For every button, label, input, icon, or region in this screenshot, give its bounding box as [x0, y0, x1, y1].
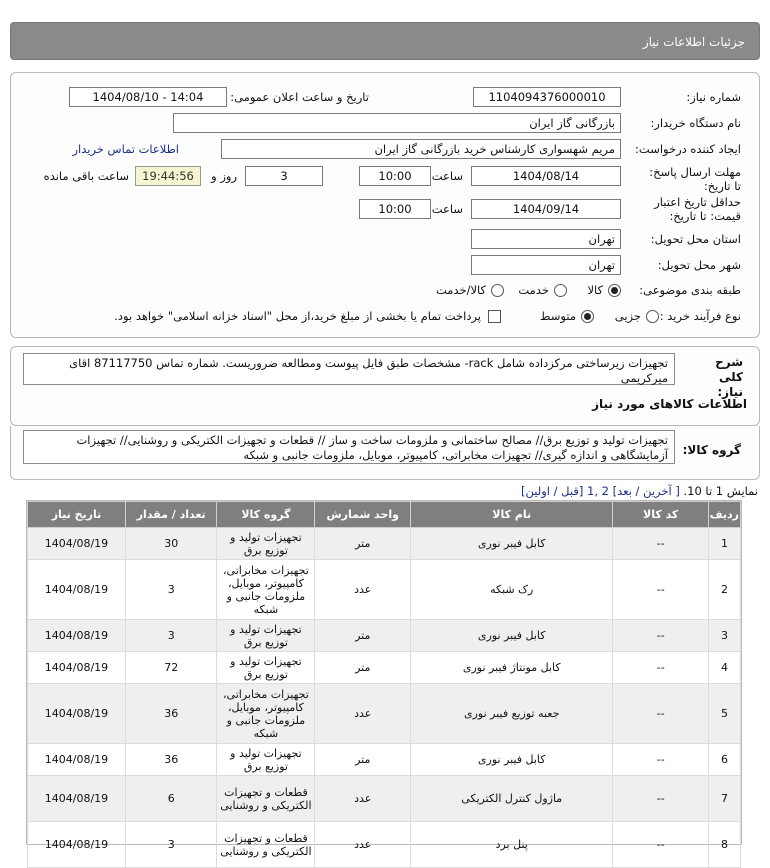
cell-item-name: جعبه توزیع فیبر نوری: [411, 684, 613, 744]
cell-row-number: 2: [709, 560, 741, 620]
goods-info-heading: اطلاعات کالاهای مورد نیاز: [592, 397, 747, 411]
cell-need-date: 1404/08/19: [28, 776, 126, 822]
cell-need-date: 1404/08/19: [28, 652, 126, 684]
announce-datetime-label: تاریخ و ساعت اعلان عمومی:: [230, 90, 369, 104]
remaining-time-field: 19:44:56: [135, 166, 201, 186]
cell-item-code: --: [613, 652, 709, 684]
cell-item-name: کابل فیبر نوری: [411, 744, 613, 776]
cell-quantity: 72: [125, 652, 217, 684]
cell-row-number: 7: [709, 776, 741, 822]
cell-need-date: 1404/08/19: [28, 620, 126, 652]
cell-quantity: 3: [125, 560, 217, 620]
table-row: [28, 684, 741, 744]
cell-item-name: ماژول کنترل الکتریکی: [411, 776, 613, 822]
goods-group-text: تجهیزات تولید و توزیع برق// مصالح ساختمانی و ملزومات ساخت و ساز // قطعات و تجهیزات الکتریکی و روشنایی// تجهیزات آزمایشگاهی و اندازه گیری// تجهیزات مخابراتی، کامپیوتر، موبایل، ملزومات جانبی و شبکه: [23, 430, 675, 464]
remaining-label: ساعت باقی مانده: [43, 169, 129, 183]
delivery-city-field: تهران: [471, 255, 621, 275]
table-header-row: [28, 502, 741, 528]
delivery-city-label: شهر محل تحویل:: [657, 258, 741, 272]
pager-showing: نمایش 1 تا 10.: [683, 484, 758, 498]
cell-need-date: 1404/08/19: [28, 744, 126, 776]
category-service-radio[interactable]: [554, 284, 567, 297]
process-type-label: نوع فرآیند خرید :: [659, 309, 741, 323]
cell-row-number: 3: [709, 620, 741, 652]
treasury-checkbox[interactable]: [488, 310, 501, 323]
cell-item-name: رک شبکه: [411, 560, 613, 620]
requester-field: مریم شهسواری کارشناس خرید بازرگانی گاز ایران: [221, 139, 621, 159]
category-goods-service-label: کالا/خدمت: [435, 283, 486, 297]
cell-row-number: 8: [709, 822, 741, 868]
reply-deadline-label: مهلت ارسال پاسخ: تا تاریخ:: [649, 165, 741, 193]
cell-unit: متر: [315, 620, 411, 652]
category-goods-label: کالا: [587, 283, 603, 297]
cell-row-number: 4: [709, 652, 741, 684]
cell-goods-group: تجهیزات مخابراتی، کامپیوتر، موبایل، ملزومات جانبی و شبکه: [217, 560, 315, 620]
cell-need-date: 1404/08/19: [28, 684, 126, 744]
cell-unit: متر: [315, 744, 411, 776]
cell-item-code: --: [613, 776, 709, 822]
cell-goods-group: تجهیزات مخابراتی، کامپیوتر، موبایل، ملزومات جانبی و شبکه: [217, 684, 315, 744]
table-row: [28, 560, 741, 620]
col-need-date: تاریخ نیاز: [28, 502, 126, 528]
cell-quantity: 36: [125, 744, 217, 776]
cell-item-code: --: [613, 528, 709, 560]
treasury-note: پرداخت تمام یا بخشی از مبلغ خرید،از محل "اسناد خزانه اسلامی" خواهد بود.: [114, 309, 481, 323]
cell-quantity: 6: [125, 776, 217, 822]
table-row: [28, 822, 741, 868]
announce-datetime-field: 1404/08/10 - 14:04: [69, 87, 227, 107]
buyer-contact-link[interactable]: اطلاعات تماس خریدار: [72, 142, 179, 156]
col-goods-group: گروه کالا: [217, 502, 315, 528]
col-item-code: کد کالا: [613, 502, 709, 528]
buyer-org-field: بازرگانی گاز ایران: [173, 113, 621, 133]
cell-unit: عدد: [315, 822, 411, 868]
cell-goods-group: تجهیزات تولید و توزیع برق: [217, 744, 315, 776]
table-row: [28, 744, 741, 776]
cell-unit: عدد: [315, 684, 411, 744]
validity-time-field: 10:00: [359, 199, 431, 219]
delivery-province-label: استان محل تحویل:: [650, 232, 741, 246]
buyer-org-label: نام دستگاه خریدار:: [650, 116, 741, 130]
general-desc-label: شرح کلی نیاز:: [715, 355, 743, 399]
day-and-label: روز و: [211, 169, 237, 183]
cell-item-code: --: [613, 620, 709, 652]
cell-row-number: 1: [709, 528, 741, 560]
cell-goods-group: قطعات و تجهیزات الکتریکی و روشنایی: [217, 776, 315, 822]
cell-item-code: --: [613, 684, 709, 744]
pagination: [521, 484, 758, 498]
category-label: طبقه بندی موضوعی:: [639, 283, 741, 297]
need-details-panel: [10, 72, 760, 338]
col-quantity: تعداد / مقدار: [125, 502, 217, 528]
process-minor-radio[interactable]: [646, 310, 659, 323]
table-row: [28, 652, 741, 684]
cell-quantity: 3: [125, 822, 217, 868]
cell-row-number: 5: [709, 684, 741, 744]
col-item-name: نام کالا: [411, 502, 613, 528]
general-description-section: [10, 346, 760, 426]
cell-need-date: 1404/08/19: [28, 528, 126, 560]
cell-item-name: کابل فیبر نوری: [411, 620, 613, 652]
category-service-label: خدمت: [518, 283, 549, 297]
cell-item-code: --: [613, 560, 709, 620]
cell-quantity: 36: [125, 684, 217, 744]
col-row-number: ردیف: [709, 502, 741, 528]
table-row: [28, 776, 741, 822]
cell-goods-group: تجهیزات تولید و توزیع برق: [217, 528, 315, 560]
delivery-province-field: تهران: [471, 229, 621, 249]
category-goods-service-radio[interactable]: [491, 284, 504, 297]
cell-item-code: --: [613, 822, 709, 868]
col-unit: واحد شمارش: [315, 502, 411, 528]
page-title: جزئیات اطلاعات نیاز: [10, 22, 760, 60]
cell-item-name: پنل برد: [411, 822, 613, 868]
table-row: [28, 620, 741, 652]
goods-group-section: [10, 426, 760, 480]
requester-label: ایجاد کننده درخواست:: [635, 142, 741, 156]
need-number-field: 1104094376000010: [473, 87, 621, 107]
category-goods-radio[interactable]: [608, 284, 621, 297]
pager-links[interactable]: [ آخرین / بعد] 2 ,1 [قبل / اولین]: [521, 484, 680, 498]
validity-date-field: 1404/09/14: [471, 199, 621, 219]
cell-unit: متر: [315, 652, 411, 684]
cell-goods-group: قطعات و تجهیزات الکتریکی و روشنایی: [217, 822, 315, 868]
cell-goods-group: تجهیزات تولید و توزیع برق: [217, 620, 315, 652]
cell-quantity: 3: [125, 620, 217, 652]
reply-time-label: ساعت: [431, 169, 463, 183]
cell-unit: عدد: [315, 560, 411, 620]
process-medium-radio[interactable]: [581, 310, 594, 323]
process-medium-label: متوسط: [539, 309, 576, 323]
reply-date-field: 1404/08/14: [471, 166, 621, 186]
validity-deadline-label: حداقل تاریخ اعتبار قیمت: تا تاریخ:: [654, 195, 741, 223]
table-row: [28, 528, 741, 560]
reply-time-field: 10:00: [359, 166, 431, 186]
cell-unit: متر: [315, 528, 411, 560]
cell-quantity: 30: [125, 528, 217, 560]
need-number-label: شماره نیاز:: [686, 90, 741, 104]
cell-item-name: کابل فیبر نوری: [411, 528, 613, 560]
general-desc-text: تجهیزات زیرساختی مرکزداده شامل rack- مشخصات طبق فایل پیوست ومطالعه ضروریست. شماره تماس 87117750 اقای میرکریمی: [23, 353, 675, 385]
cell-row-number: 6: [709, 744, 741, 776]
validity-time-label: ساعت: [431, 202, 463, 216]
goods-group-label: گروه کالا:: [682, 443, 741, 457]
goods-table: [26, 500, 742, 858]
process-minor-label: جزیی: [614, 309, 641, 323]
cell-item-name: کابل مونتاژ فیبر نوری: [411, 652, 613, 684]
reply-days-field: 3: [245, 166, 323, 186]
cell-item-code: --: [613, 744, 709, 776]
cell-need-date: 1404/08/19: [28, 822, 126, 868]
cell-goods-group: تجهیزات تولید و توزیع برق: [217, 652, 315, 684]
cell-unit: عدد: [315, 776, 411, 822]
cell-need-date: 1404/08/19: [28, 560, 126, 620]
